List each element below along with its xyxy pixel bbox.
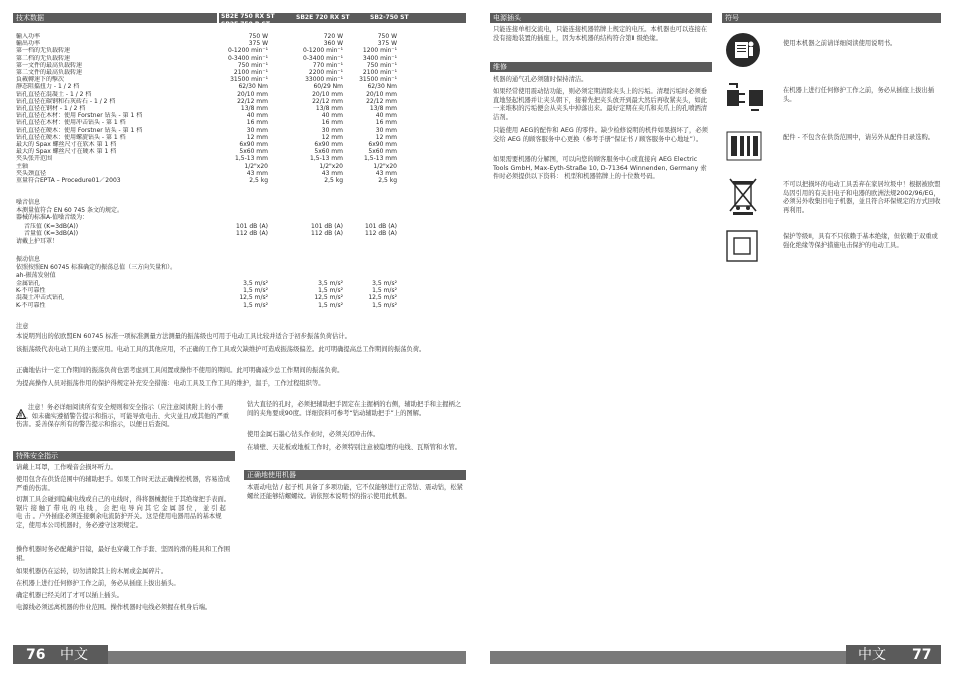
tech-data-header xyxy=(13,13,217,23)
spec-value: 62/30 Nm xyxy=(367,83,397,91)
symbols-header-label: 符号 xyxy=(725,14,739,22)
spec-value: 3400 min⁻¹ xyxy=(362,54,397,62)
spec-value: 13/8 mm xyxy=(369,105,397,112)
spec-value: 22/12 mm xyxy=(312,97,343,105)
spec-value: 750 W xyxy=(248,33,268,40)
spec-value: 30 mm xyxy=(246,126,268,134)
spec-value: 101 dB (A) xyxy=(236,223,268,230)
spec-label: 靜态阻擋扭力 - 1 / 2 档 xyxy=(16,83,80,91)
special-para-5: 如果机器仍在运转，切勿清除其上的木屑或金属碎片。 xyxy=(16,568,168,575)
spec-value: 5x60 mm xyxy=(368,148,397,156)
spec-label: 音量值 (K=3dB(A)) xyxy=(24,230,79,238)
tech-data-header-label: 技术数据 xyxy=(16,14,44,22)
spec-label: K-不可靠性 xyxy=(16,287,46,295)
spec-value: 40 mm xyxy=(375,112,397,120)
maintenance-header-label: 维修 xyxy=(493,63,507,71)
spec-label: 钻孔直径在木材：使用冲击钻头 - 第 1 档 xyxy=(16,119,126,127)
spec-value: 1/2"x20 xyxy=(373,162,397,170)
spec-row xyxy=(16,40,411,47)
spec-value: 112 dB (A) xyxy=(365,230,397,238)
read-manual-icon xyxy=(725,32,775,68)
maintenance-para-3: 只能使用 AEG的配件和 AEG 的零件。缺少检修说明的机件如果损坏了，必须交给 AEG 的顾客服务中心更换（参考手册“保证书 / 顾客服务中心地址”）。 xyxy=(493,127,708,143)
model-col-1: SB2E 750 RX ST SB2E 750 R ST xyxy=(221,13,275,28)
spec-value: 375 W xyxy=(377,40,397,48)
spec-value: 2,5 kg xyxy=(324,177,343,184)
spec-value: 1,5 m/s² xyxy=(372,301,397,309)
spec-row xyxy=(16,141,411,148)
noise-title: 噪音信息 xyxy=(16,199,41,206)
language-label-right: 中文 xyxy=(858,647,886,663)
spec-value: 0-1200 min⁻¹ xyxy=(302,47,343,55)
mains-header-label: 电源插头 xyxy=(493,14,521,22)
special-para-7: 确定机器已经关闭了才可以插上插头。 xyxy=(16,592,124,599)
spec-value: 6x90 mm xyxy=(314,141,343,148)
spec-row xyxy=(16,302,411,309)
spec-label: 夹头颈直径 xyxy=(16,169,47,177)
spec-value: 720 W xyxy=(323,33,343,40)
spec-value: 1,5 m/s² xyxy=(318,287,343,295)
spec-value: 43 mm xyxy=(321,169,343,177)
spec-value: 31500 min⁻¹ xyxy=(230,76,268,84)
col2-para-3: 在墙壁、天花板或地板工作时，必须特别注意被隐埋的电线、瓦斯管和水管。 xyxy=(247,444,462,451)
class-ii-icon xyxy=(725,229,775,265)
spec-label: 钻孔直径在钢材 - 1 / 2 档 xyxy=(16,105,86,112)
weee-bin-icon xyxy=(725,176,775,212)
spec-value: 2,5 kg xyxy=(249,177,268,184)
spec-value: 2,5 kg xyxy=(378,177,397,184)
notice-label: 注意 xyxy=(16,323,29,330)
spec-label: 第二文件的最高负载转速 xyxy=(16,69,83,76)
spec-value: 1,5 m/s² xyxy=(318,301,343,309)
spec-value: 750 min⁻¹ xyxy=(237,61,268,69)
spec-value: 33000 min⁻¹ xyxy=(305,76,343,84)
spec-value: 62/30 Nm xyxy=(238,83,268,91)
spec-value: 30 mm xyxy=(321,126,343,134)
spec-row xyxy=(16,33,411,40)
spec-label: 钻孔直径在硬木：使用螺旋钻头 - 第 1 档 xyxy=(16,133,126,141)
spec-row xyxy=(16,223,411,230)
spec-value: 16 mm xyxy=(375,119,397,127)
spec-label: 第一文件的最高负载转速 xyxy=(16,61,83,69)
spec-row xyxy=(16,287,411,294)
spec-label: 钻孔直径在硬木：使用 Forstner 钻头 - 第 1 档 xyxy=(16,126,143,134)
spec-row xyxy=(16,280,411,287)
spec-value: 30 mm xyxy=(375,126,397,134)
spec-value: 43 mm xyxy=(375,169,397,177)
spec-row xyxy=(16,155,411,162)
spec-value: 0-3400 min⁻¹ xyxy=(227,54,268,62)
spec-row xyxy=(16,119,411,126)
notice-para-4: 为提高操作人员对振荡作用的保护得规定补充安全措施：电动工具及工作工具的维护，温手，工作过程组织等。 xyxy=(16,380,325,387)
spec-row xyxy=(16,83,411,90)
spec-row xyxy=(16,69,411,76)
special-para-4: 操作机器时务必配戴护目镜，最好也穿戴工作手套、坚固的滑的鞋具和工作围裙。 xyxy=(16,546,231,562)
symbol-text-weee: 不可以把损坏的电动工具丢弃在家居垃圾中！根据被欧盟岛因引用的有关旧电子和电器的欧洲法规2002/96/EG，必须另外收集旧电子机器，並且符合环保规定的方式回收再利用。 xyxy=(783,181,941,214)
spec-label: 金属钻孔 xyxy=(16,280,41,287)
symbol-text-unplug: 在机器上进行任何修护工作之前，务必从插座上拔出插头。 xyxy=(783,87,935,103)
spec-label: 钻孔直径在混凝土 - 1 / 2 档 xyxy=(16,90,92,98)
spec-row xyxy=(16,98,411,105)
proper-use-header-label: 正确地使用机器 xyxy=(247,471,296,479)
maintenance-para-1: 机器的通气孔必须随时保持清洁。 xyxy=(493,76,588,83)
notice-para-3: 正确地估计一定工作期间的振荡负荷也需考虑到工具闲置或操作不使用的期间。此可明确减少总工作期间的振荡负荷。 xyxy=(16,367,344,374)
symbols-header xyxy=(722,13,941,23)
spec-value: 60/29 Nm xyxy=(313,83,343,91)
special-safety-header xyxy=(13,451,235,461)
symbol-text-read-manual: 使用本机器之前请详细阅读使用说明书。 xyxy=(783,40,897,47)
language-label-left: 中文 xyxy=(60,647,88,663)
spec-label: 钻孔直径在碳钢和石灰砖石 - 1 / 2 档 xyxy=(16,97,116,105)
spec-row xyxy=(16,177,411,184)
special-para-6: 在机器上进行任何修护工作之前，务必从插座上拔出插头。 xyxy=(16,580,180,587)
spec-row xyxy=(16,163,411,170)
spec-value: 40 mm xyxy=(321,112,343,120)
spec-value: 12 mm xyxy=(321,133,343,141)
model-col-3: SB2-750 ST xyxy=(370,14,409,21)
maintenance-para-4: 如果需要机器的分解图，可以向您的顾客服务中心或直接向 AEG Electric Tools GmbH, Max-Eyth-Straße 10, D-71364 Winnenden, Germany 索件时必须提供以下资料： 机型和机器铭牌上的十位数号码。 xyxy=(493,156,707,181)
maintenance-para-2: 如果经常使用震动钻功能，则必须定期清除夹头上的污垢。清理污垢时必须垂直地竖起机器并让夹头朝下，接着先把夹头放开到最大然后再收紧夹头，如此一来堆积的污垢便会从夹头中掉落出来。最好定期在夹爪和夹爪上的孔喷洒清洁剂。 xyxy=(493,88,708,121)
spec-value: 31500 min⁻¹ xyxy=(359,76,397,84)
spec-value: 12,5 m/s² xyxy=(239,294,268,302)
warning-text: 注意！务必详细阅读所有安全规则和安全指示（应注意阅读附上的小册子）。如未确实遵循警告提示和指示，可能导致电击、火灾並且/或其他的严重伤害。妥善保存所有的警告提示和指示，以便日后查阅。 xyxy=(16,404,230,429)
spec-value: 16 mm xyxy=(246,119,268,127)
spec-value: 750 min⁻¹ xyxy=(366,61,397,69)
spec-value: 13/8 mm xyxy=(315,105,343,112)
spec-value: 1/2"x20 xyxy=(319,162,343,170)
spec-row xyxy=(16,47,411,54)
spec-label: 混凝土冲击式钻孔 xyxy=(16,294,65,302)
spec-value: 3,5 m/s² xyxy=(372,280,397,287)
spec-value: 3,5 m/s² xyxy=(318,280,343,287)
vibration-desc-1: 依照按照EN 60745 标准确定的振荡总值（三方向矢量和）。 xyxy=(16,264,177,271)
spec-label: 重量符合EPTA – Procedure01／2003 xyxy=(16,177,121,184)
spec-value: 770 min⁻¹ xyxy=(312,61,343,69)
spec-value: 360 W xyxy=(323,40,343,48)
spec-label: 钻孔直径在木材：使用 Forstner 钻头 - 第 1 档 xyxy=(16,112,143,120)
noise-desc-1: 本测量值符合 EN 60 745 条文的规定。 xyxy=(16,207,123,214)
spec-label: 負載轉速下的擊次 xyxy=(16,76,65,84)
spec-value: 112 dB (A) xyxy=(311,230,343,238)
spec-value: 101 dB (A) xyxy=(365,223,397,230)
spec-row xyxy=(16,148,411,155)
spec-value: 1,5-13 mm xyxy=(364,155,397,163)
page-number-left: 76 xyxy=(26,647,46,663)
spec-value: 1,5 m/s² xyxy=(243,287,268,295)
spec-value: 750 W xyxy=(377,33,397,40)
spec-value: 6x90 mm xyxy=(239,141,268,148)
mains-header xyxy=(490,13,712,23)
spec-value: 1,5-13 mm xyxy=(310,155,343,163)
proper-use-header xyxy=(244,470,466,480)
vibration-title: 振动信息 xyxy=(16,256,41,263)
spec-row xyxy=(16,91,411,98)
accessories-icon xyxy=(725,128,775,164)
spec-value: 101 dB (A) xyxy=(311,223,343,230)
spec-value: 1,5 m/s² xyxy=(243,301,268,309)
spec-label: 夹头张开范围 xyxy=(16,155,53,163)
spec-value: 3,5 m/s² xyxy=(243,280,268,287)
spec-row xyxy=(16,76,411,83)
spec-value: 2200 min⁻¹ xyxy=(308,69,343,76)
notice-para-1: 本说明列出的依欧盟EN 60745 标准一项标准测量方法测量的振荡级也可用于电动工具比较并适合于初步振荡负荷估计。 xyxy=(16,333,351,340)
spec-value: 1,5-13 mm xyxy=(235,155,268,163)
spec-value: 6x90 mm xyxy=(368,141,397,148)
spec-row xyxy=(16,62,411,69)
spec-row xyxy=(16,55,411,62)
spec-value: 22/12 mm xyxy=(366,97,397,105)
unplug-icon xyxy=(725,80,775,116)
spec-value: 1200 min⁻¹ xyxy=(362,47,397,55)
spec-value: 112 dB (A) xyxy=(236,230,268,238)
spec-value: 2100 min⁻¹ xyxy=(233,69,268,76)
symbol-text-accessories: 配件 - 不包含在供货范围中，请另外从配件目录选购。 xyxy=(783,134,935,141)
spec-label: 第二档的无负载转速 xyxy=(16,54,71,62)
spec-value: 13/8 mm xyxy=(240,105,268,112)
spec-label: 輸入功率 xyxy=(16,33,41,40)
notice-para-2: 该振荡级代表电动工具的主要应用。电动工具的其他应用，不正确的工作工具或欠缺维护可造成振荡级偏差。此可明确提高总工作期间的振荡负荷。 xyxy=(16,346,426,353)
spec-value: 5x60 mm xyxy=(239,148,268,156)
spec-label: 音压值 (K=3dB(A)) xyxy=(24,223,79,230)
symbol-text-class-ii: 保护等级II，具有不只依赖于基本绝缘，但依赖于双重或强化绝缘等保护措施电击保护的电动工具。 xyxy=(783,233,938,249)
spec-value: 5x60 mm xyxy=(314,148,343,156)
spec-row xyxy=(16,294,411,301)
spec-label: 最大的 Spax 螺丝尺寸在软木 第 1 档 xyxy=(16,141,117,148)
special-safety-header-label: 特殊安全指示 xyxy=(16,452,58,460)
spec-value: 12,5 m/s² xyxy=(314,294,343,302)
spec-row xyxy=(16,134,411,141)
maintenance-header xyxy=(490,62,712,72)
proper-use-para: 本震动电钻 / 起子机 具备了多项功能，它不仅能够进行正常钻、震动钻，松紧螺丝还能够结螺螺纹。请依照本说明书的指示使用此机器。 xyxy=(247,484,463,500)
spec-value: 12,5 m/s² xyxy=(368,294,397,302)
spec-row xyxy=(16,170,411,177)
page-number-right: 77 xyxy=(912,647,932,663)
spec-row xyxy=(16,230,411,237)
mains-para: 只能连接单相交流电，只能连接机器铭牌上规定的电压。本机器也可以连接在没有接地装置的插座上，因为本机器的结构符合第Ⅱ 级绝缘。 xyxy=(493,26,708,42)
spec-value: 2100 min⁻¹ xyxy=(362,69,397,76)
spec-row xyxy=(16,127,411,134)
spec-row xyxy=(16,105,411,112)
spec-value: 12 mm xyxy=(246,133,268,141)
spec-value: 1/2"x20 xyxy=(244,162,268,170)
noise-warning: 请戴上护耳罩！ xyxy=(16,238,59,245)
special-para-3: 切割工具会碰到隐藏电线或自己的电线时，得将器械握住于其绝缘把手表面。 锯片 接 触了 带 电 的 电 线 ， 会 把 电 导 向 其 它 金 属 部 位 ， 並 引 起 电 击 。户外插座必须连接剩余电流防护开关。这是使用电器用品的基本规定，使用本公司机器时，务必遵守这项规定。 xyxy=(16,496,231,529)
spec-value: 0-1200 min⁻¹ xyxy=(227,47,268,55)
spec-label: 主轴 xyxy=(16,162,29,170)
col2-para-1: 钻大直径的孔时，必须把辅助把手固定在主握柄的右侧，辅助把手和主握柄之间的夹角要成90度。详细资料可参考“钻动辅助把手”上的图解。 xyxy=(247,401,462,417)
noise-desc-2: 器械的标准A-值噪音级为： xyxy=(16,214,89,221)
spec-value: 0-3400 min⁻¹ xyxy=(302,54,343,62)
spec-value: 20/10 mm xyxy=(312,90,343,98)
spec-value: 12 mm xyxy=(375,133,397,141)
spec-label: 第一档的无负载转速 xyxy=(16,47,71,55)
col2-para-2: 使用金属石墨心钻头作业时，必须关闭冲击体。 xyxy=(247,431,380,438)
special-para-1: 请戴上耳罩，工作噪音会损坏听力。 xyxy=(16,464,117,471)
spec-value: 40 mm xyxy=(246,112,268,120)
spec-label: 輸出功率 xyxy=(16,40,41,48)
spec-value: 20/10 mm xyxy=(366,90,397,98)
spec-row xyxy=(16,112,411,119)
spec-value: 16 mm xyxy=(321,119,343,127)
spec-value: 375 W xyxy=(248,40,268,48)
spec-label: 最大的 Spax 螺丝尺寸在硬木 第 1 档 xyxy=(16,148,117,156)
special-para-2: 使用包含在供货范围中的辅助把手。如果工作时无法正确操控机器，容易造成严重的伤害。 xyxy=(16,476,231,492)
model-col-2: SB2E 720 RX ST xyxy=(296,14,350,21)
spec-value: 20/10 mm xyxy=(237,90,268,98)
special-para-8: 电源线必须远离机器的作业范围。操作机器时电线必须握在机身后端。 xyxy=(16,604,212,611)
spec-value: 43 mm xyxy=(246,169,268,177)
spec-value: 22/12 mm xyxy=(237,97,268,105)
vibration-desc-2: ah-振荡发射值 xyxy=(16,272,56,279)
spec-value: 1,5 m/s² xyxy=(372,287,397,295)
spec-label: K-不可靠性 xyxy=(16,301,46,309)
